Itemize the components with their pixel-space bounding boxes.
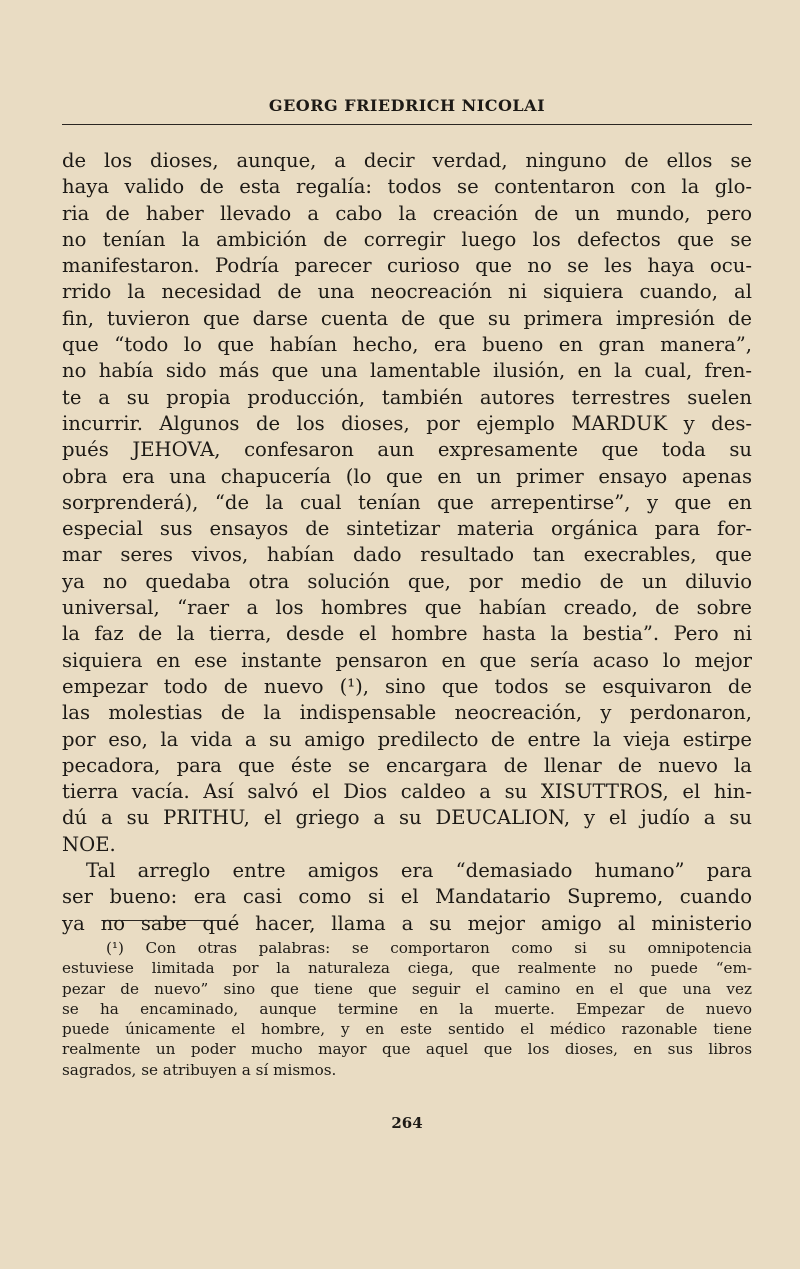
body-line: que “todo lo que habían hecho, era bueno en gran manera”, [62,333,752,357]
footnote-line: estuviese limitada por la naturaleza ciega, que realmente no puede “em- [62,959,752,978]
body-line: NOE. [62,832,116,856]
body-line: ria de haber llevado a cabo la creación de un mundo, pero [62,201,752,225]
body-line: las molestias de la indispensable neocreación, y perdonaron, [62,701,752,725]
body-line: fin, tuvieron que darse cuenta de que su primera impresión de [62,306,752,330]
header-rule [62,124,752,125]
body-line: mar seres vivos, habían dado resultado tan execrables, que [62,543,752,567]
body-line: rrido la necesidad de una neocreación ni siquiera cuando, al [62,280,752,304]
body-line: de los dioses, aunque, a decir verdad, ninguno de ellos se [62,149,752,172]
body-line: ya no quedaba otra solución que, por medio de un diluvio [62,569,752,593]
body-line: manifestaron. Podría parecer curioso que no se les haya ocu- [62,254,752,278]
footnote-rule [104,920,224,921]
body-line: por eso, la vida a su amigo predilecto de entre la vieja estirpe [62,727,752,751]
body-line: la faz de la tierra, desde el hombre hasta la bestia”. Pero ni [62,622,752,646]
body-line: universal, “raer a los hombres que habían creado, de sobre [62,596,752,620]
page-number: 264 [391,1114,423,1132]
body-line: obra era una chapucería (lo que en un primer ensayo apenas [62,464,752,488]
footnote [62,938,752,1080]
body-line: sorprenderá), “de la cual tenían que arrepentirse”, y que en [62,490,752,514]
body-line: te a su propia producción, también autores terrestres suelen [62,385,752,409]
body-line: haya valido de esta regalía: todos se contentaron con la glo- [62,175,752,199]
footnote-line: (¹) Con otras palabras: se comportaron como si su omnipotencia [106,939,752,957]
footnote-line: puede únicamente el hombre, y en este sentido el médico razonable tiene [62,1020,752,1039]
running-header: GEORG FRIEDRICH NICOLAI [268,96,546,115]
body-line: tierra vacía. Así salvó el Dios caldeo a su XISUTTROS, el hin- [62,780,752,804]
body-text [62,148,752,937]
footnote-line: realmente un poder mucho mayor que aquel que los dioses, en sus libros [62,1040,752,1059]
footnote-line: sagrados, se atribuyen a sí mismos. [62,1060,337,1079]
body-line: pués JEHOVA, confesaron aun expresamente que toda su [62,438,752,462]
body-line: especial sus ensayos de sintetizar materia orgánica para for- [62,517,752,541]
footnote-line: se ha encaminado, aunque termine en la muerte. Empezar de nuevo [62,999,752,1018]
body-line: siquiera en ese instante pensaron en que sería acaso lo mejor [62,648,752,672]
body-line: incurrir. Algunos de los dioses, por ejemplo MARDUK y des- [62,411,752,435]
body-line: no tenían la ambición de corregir luego los defectos que se [62,227,752,251]
body-line: pecadora, para que éste se encargara de llenar de nuevo la [62,753,752,777]
body-line: dú a su PRITHU, el griego a su DEUCALION, y el judío a su [62,806,752,830]
body-line: empezar todo de nuevo (¹), sino que todos se esquivaron de [62,674,752,698]
footnote-line: pezar de nuevo” sino que tiene que seguir el camino en el que una vez [62,979,752,998]
body-line: no había sido más que una lamentable ilusión, en la cual, fren- [62,359,752,383]
body-line: Tal arreglo entre amigos era “demasiado humano” para [86,859,752,883]
body-line: ser bueno: era casi como si el Mandatario Supremo, cuando [62,885,752,909]
body-line: ya no sabe qué hacer, llama a su mejor amigo al ministerio [62,911,752,935]
